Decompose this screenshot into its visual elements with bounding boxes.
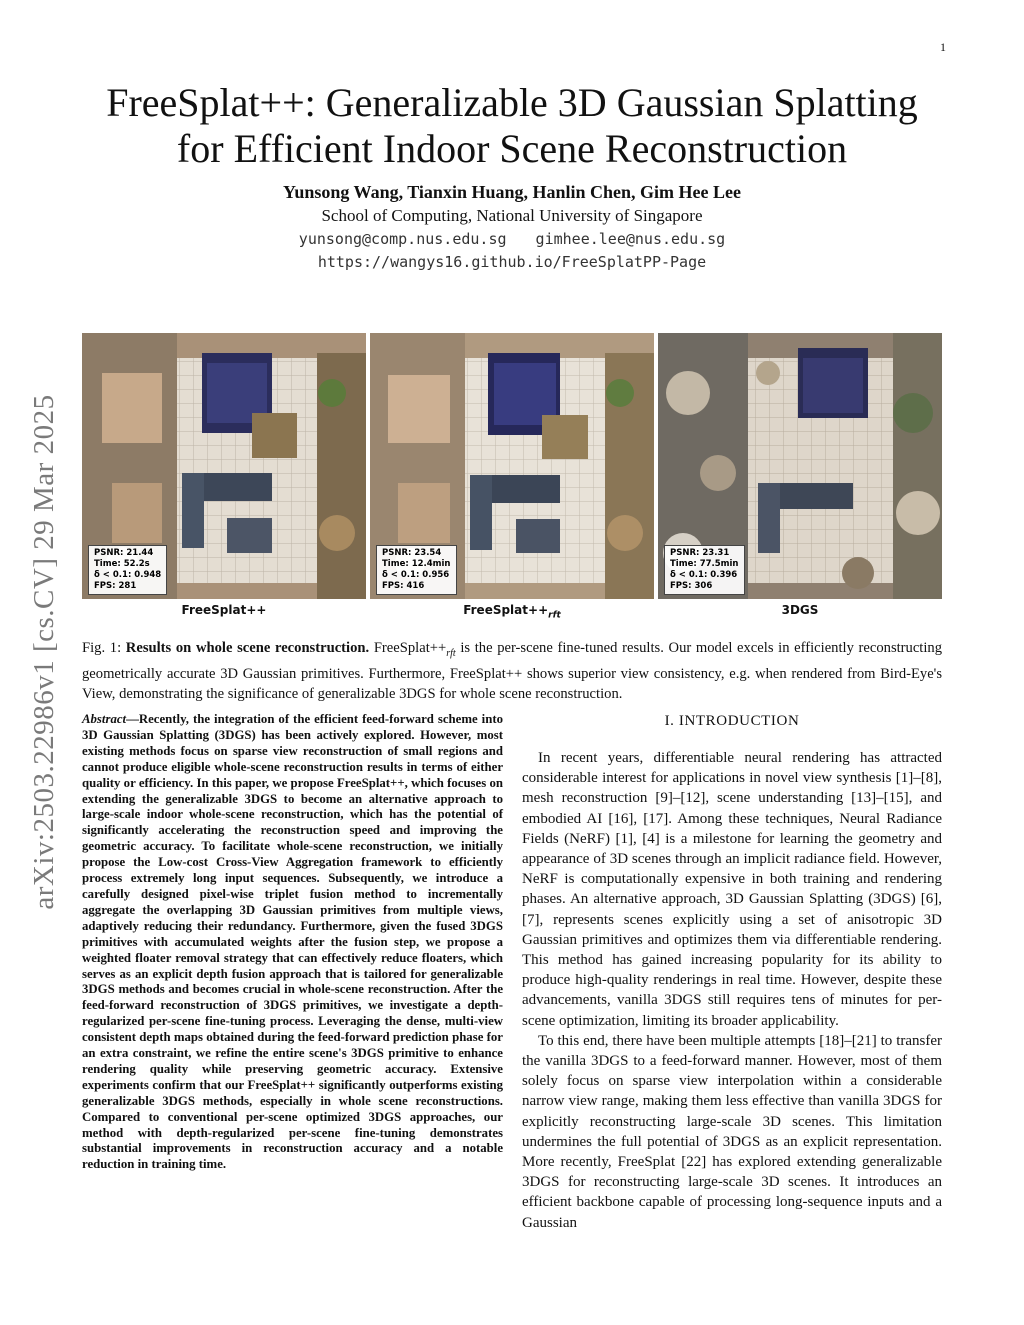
caption-part-2: is the per-scene fine-tuned results. Our model excels in efficiently reconstructing geometrically accurate 3D Gaussian primitives. Furthermore, FreeSplat++ shows superior view consistency, e.g. when rendered from Bird-Eye's View, demonstrating the significance of generalizable 3DGS for whole scene reconstruction. <box>82 640 943 702</box>
abstract <box>82 712 503 1173</box>
project-url: https://wangys16.github.io/FreeSplatPP-Page <box>317 253 707 271</box>
figure-caption <box>82 638 942 704</box>
caption-prefix: Fig. 1: <box>82 640 126 656</box>
delta-value: δ < 0.1: 0.956 <box>382 570 450 580</box>
panel-label-sub: rft <box>548 610 561 621</box>
panel-label-text: FreeSplat++ <box>181 603 267 617</box>
metrics-box <box>376 545 457 595</box>
render-panel-3dgs <box>658 333 942 599</box>
render-panel-freesplat <box>82 333 366 599</box>
panel-label-freesplat-rft <box>370 603 654 620</box>
intro-paragraph-2: To this end, there have been multiple attempts [18]–[21] to transfer the vanilla 3DGS to a feed-forward manner. However, most of them solely focus on sparse view interpolation within a considerable narrow view range, making them less effective than vanilla 3DGS for explicitly reconstructing large-scale 3D scenes. This limitation undermines the full potential of 3DGS as an explicit representation. More recently, FreeSplat [22] has explored extending generalizable 3DGS for reconstructing large-scale 3D scenes. It introduces an efficient backbone capable of processing long-sequence inputs and a Gaussian <box>522 1032 942 1231</box>
introduction-body <box>522 748 942 1233</box>
time-value: Time: 77.5min <box>670 559 739 569</box>
email-1: yunsong@comp.nus.edu.sg <box>298 230 507 248</box>
metrics-box <box>664 545 745 595</box>
figure-1 <box>82 333 942 623</box>
caption-bold: Results on whole scene reconstruction. <box>125 640 370 656</box>
time-value: Time: 12.4min <box>382 559 451 569</box>
authors: Yunsong Wang, Tianxin Huang, Hanlin Chen, Gim Hee Lee <box>283 182 741 202</box>
intro-paragraph-1: In recent years, differentiable neural rendering has attracted considerable interest for applications in novel view synthesis [1]–[8], mesh reconstruction [9]–[12], scene understanding [13]–[15], and embodied AI [16], [17]. Among these techniques, Neural Radiance Fields (NeRF) [1], [4] is a milestone for learning the geometry and appearance of 3D scenes through an implicit radiance field. However, NeRF is computationally expensive in both training and rendering phases. An alternative approach, 3D Gaussian Splatting (3DGS) [6], [7], represents scenes explicitly using a set of anisotropic 3D Gaussian primitives and optimizes them via differentiable rendering. This method has gained increasing popularity for its ability to produce high-quality renderings in real time. However, despite these advancements, vanilla 3DGS still requires tens of minutes for per-scene optimization, limiting its broader applicability. <box>522 750 942 1029</box>
psnr-value: PSNR: 23.54 <box>382 548 442 558</box>
page-number: 1 <box>940 40 946 54</box>
section-heading-introduction: I. INTRODUCTION <box>664 713 800 729</box>
render-panel-freesplat-rft <box>370 333 654 599</box>
psnr-value: PSNR: 23.31 <box>670 548 730 558</box>
panel-label-3dgs <box>658 603 942 620</box>
time-value: Time: 52.2s <box>94 559 150 569</box>
emails <box>80 230 944 248</box>
affiliation: School of Computing, National University of Singapore <box>321 206 703 225</box>
title-line-2: for Efficient Indoor Scene Reconstruction <box>176 126 848 171</box>
email-2: gimhee.lee@nus.edu.sg <box>535 230 726 248</box>
delta-value: δ < 0.1: 0.948 <box>94 570 162 580</box>
fps-value: FPS: 281 <box>94 581 137 591</box>
abstract-lead: Abstract <box>82 712 127 726</box>
delta-value: δ < 0.1: 0.396 <box>670 570 738 580</box>
panel-label-freesplat <box>82 603 366 620</box>
paper-title <box>80 80 944 172</box>
caption-part-1: FreeSplat++ <box>369 640 447 656</box>
caption-sub: rft <box>446 647 456 659</box>
panel-label-text: 3DGS <box>781 603 819 617</box>
arxiv-side-stamp: arXiv:2503.22986v1 [cs.CV] 29 Mar 2025 <box>28 394 60 910</box>
fps-value: FPS: 306 <box>670 581 713 591</box>
psnr-value: PSNR: 21.44 <box>94 548 154 558</box>
fps-value: FPS: 416 <box>382 581 425 591</box>
abstract-text: —Recently, the integration of the efficient feed-forward scheme into 3D Gaussian Splatting (3DGS) has been actively explored. However, most existing methods focus on sparse view reconstruction of small regions and cannot produce eligible whole-scene reconstruction results in terms of either quality or efficiency. In this paper, we propose FreeSplat++, which focuses on extending the generalizable 3DGS to become an alternative approach to large-scale indoor whole-scene reconstruction, which has the potential of significantly accelerating the reconstruction speed and improving the geometric accuracy. To facilitate whole-scene reconstruction, we initially propose the Low-cost Cross-View Aggregation framework to efficiently process extremely long input sequences. Subsequently, we introduce a carefully designed pixel-wise triplet fusion method to incrementally aggregate the overlapping 3D Gaussian primitives from multiple views, adaptively reducing their redundancy. Furthermore, given the fused 3DGS primitives with accumulated weights after the fusion step, we propose a weighted floater removal strategy that can effectively reduce floaters, which serves as an explicit depth fusion approach that is tailored for generalizable 3DGS methods and becomes crucial in whole-scene reconstruction. After the feed-forward reconstruction of 3DGS primitives, we investigate a depth-regularized per-scene fine-tuning process. Leveraging the dense, multi-view consistent depth maps obtained during the feed-forward prediction phase for an extra constraint, we refine the entire scene's 3DGS primitive to enhance rendering quality while preserving geometric accuracy. Extensive experiments confirm that our FreeSplat++ significantly outperforms existing generalizable 3DGS methods, especially in whole scene reconstructions. Compared to conventional per-scene optimized 3DGS approaches, our method with depth-regularized per-scene fine-tuning demonstrates substantial improvements in reconstruction accuracy and a notable reduction in training time. <box>82 712 503 1172</box>
title-line-1: FreeSplat++: Generalizable 3D Gaussian Splatting <box>106 80 918 125</box>
metrics-box <box>88 545 167 595</box>
panel-label-text: FreeSplat++ <box>463 603 549 617</box>
